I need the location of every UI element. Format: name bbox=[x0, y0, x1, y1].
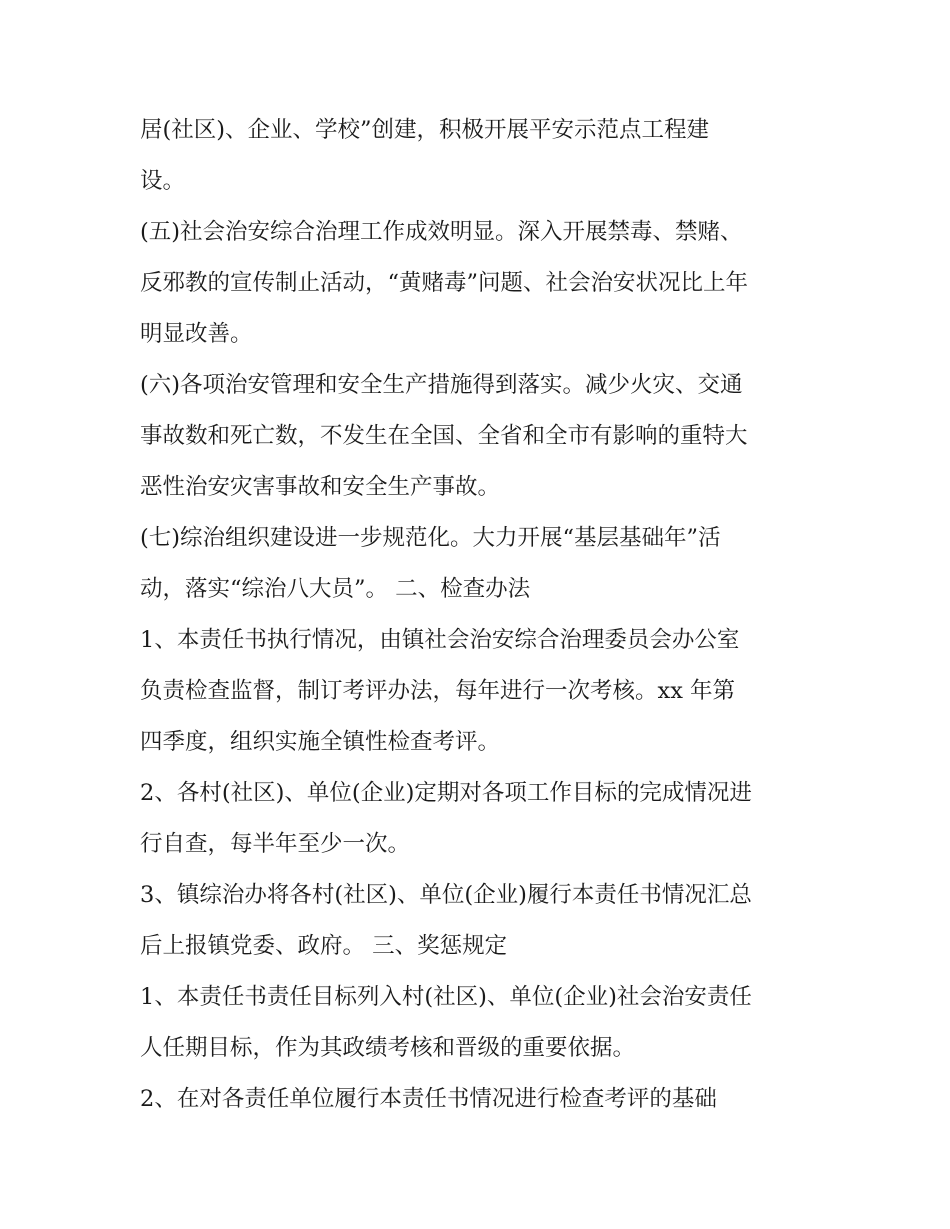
text-line: 明显改善。 bbox=[140, 321, 253, 347]
text-line: 动，落实“综治八大员”。 二、检查办法 bbox=[140, 576, 531, 602]
text-line: 恶性治安灾害事故和安全生产事故。 bbox=[140, 474, 501, 500]
text-line: 3、镇综治办将各村(社区)、单位(企业)履行本责任书情况汇总 bbox=[140, 882, 752, 908]
text-line: 2、各村(社区)、单位(企业)定期对各项工作目标的完成情况进 bbox=[140, 780, 752, 806]
text-line: 后上报镇党委、政府。 三、奖惩规定 bbox=[140, 933, 508, 959]
text-line: 居(社区)、企业、学校”创建，积极开展平安示范点工程建 bbox=[140, 117, 710, 143]
text-line: 四季度，组织实施全镇性检查考评。 bbox=[140, 729, 501, 755]
text-line: 1、本责任书执行情况，由镇社会治安综合治理委员会办公室 bbox=[140, 627, 740, 653]
text-line: 人任期目标，作为其政绩考核和晋级的重要依据。 bbox=[140, 1035, 636, 1061]
text-line: 事故数和死亡数，不发生在全国、全省和全市有影响的重特大 bbox=[140, 423, 748, 449]
text-line: 反邪教的宣传制止活动，“黄赌毒”问题、社会治安状况比上年 bbox=[140, 270, 749, 296]
text-line: 设。 bbox=[140, 168, 186, 194]
text-line: (五)社会治安综合治理工作成效明显。深入开展禁毒、禁赌、 bbox=[140, 219, 743, 245]
text-line: (六)各项治安管理和安全生产措施得到落实。减少火灾、交通 bbox=[140, 372, 743, 398]
text-line: 行自查，每半年至少一次。 bbox=[140, 831, 411, 857]
text-line: (七)综治组织建设进一步规范化。大力开展“基层基础年”活 bbox=[140, 525, 721, 551]
text-line: 2、在对各责任单位履行本责任书情况进行检查考评的基础 bbox=[140, 1086, 717, 1112]
text-line: 负责检查监督，制订考评办法，每年进行一次考核。xx 年第 bbox=[140, 678, 736, 704]
text-line: 1、本责任书责任目标列入村(社区)、单位(企业)社会治安责任 bbox=[140, 984, 752, 1010]
